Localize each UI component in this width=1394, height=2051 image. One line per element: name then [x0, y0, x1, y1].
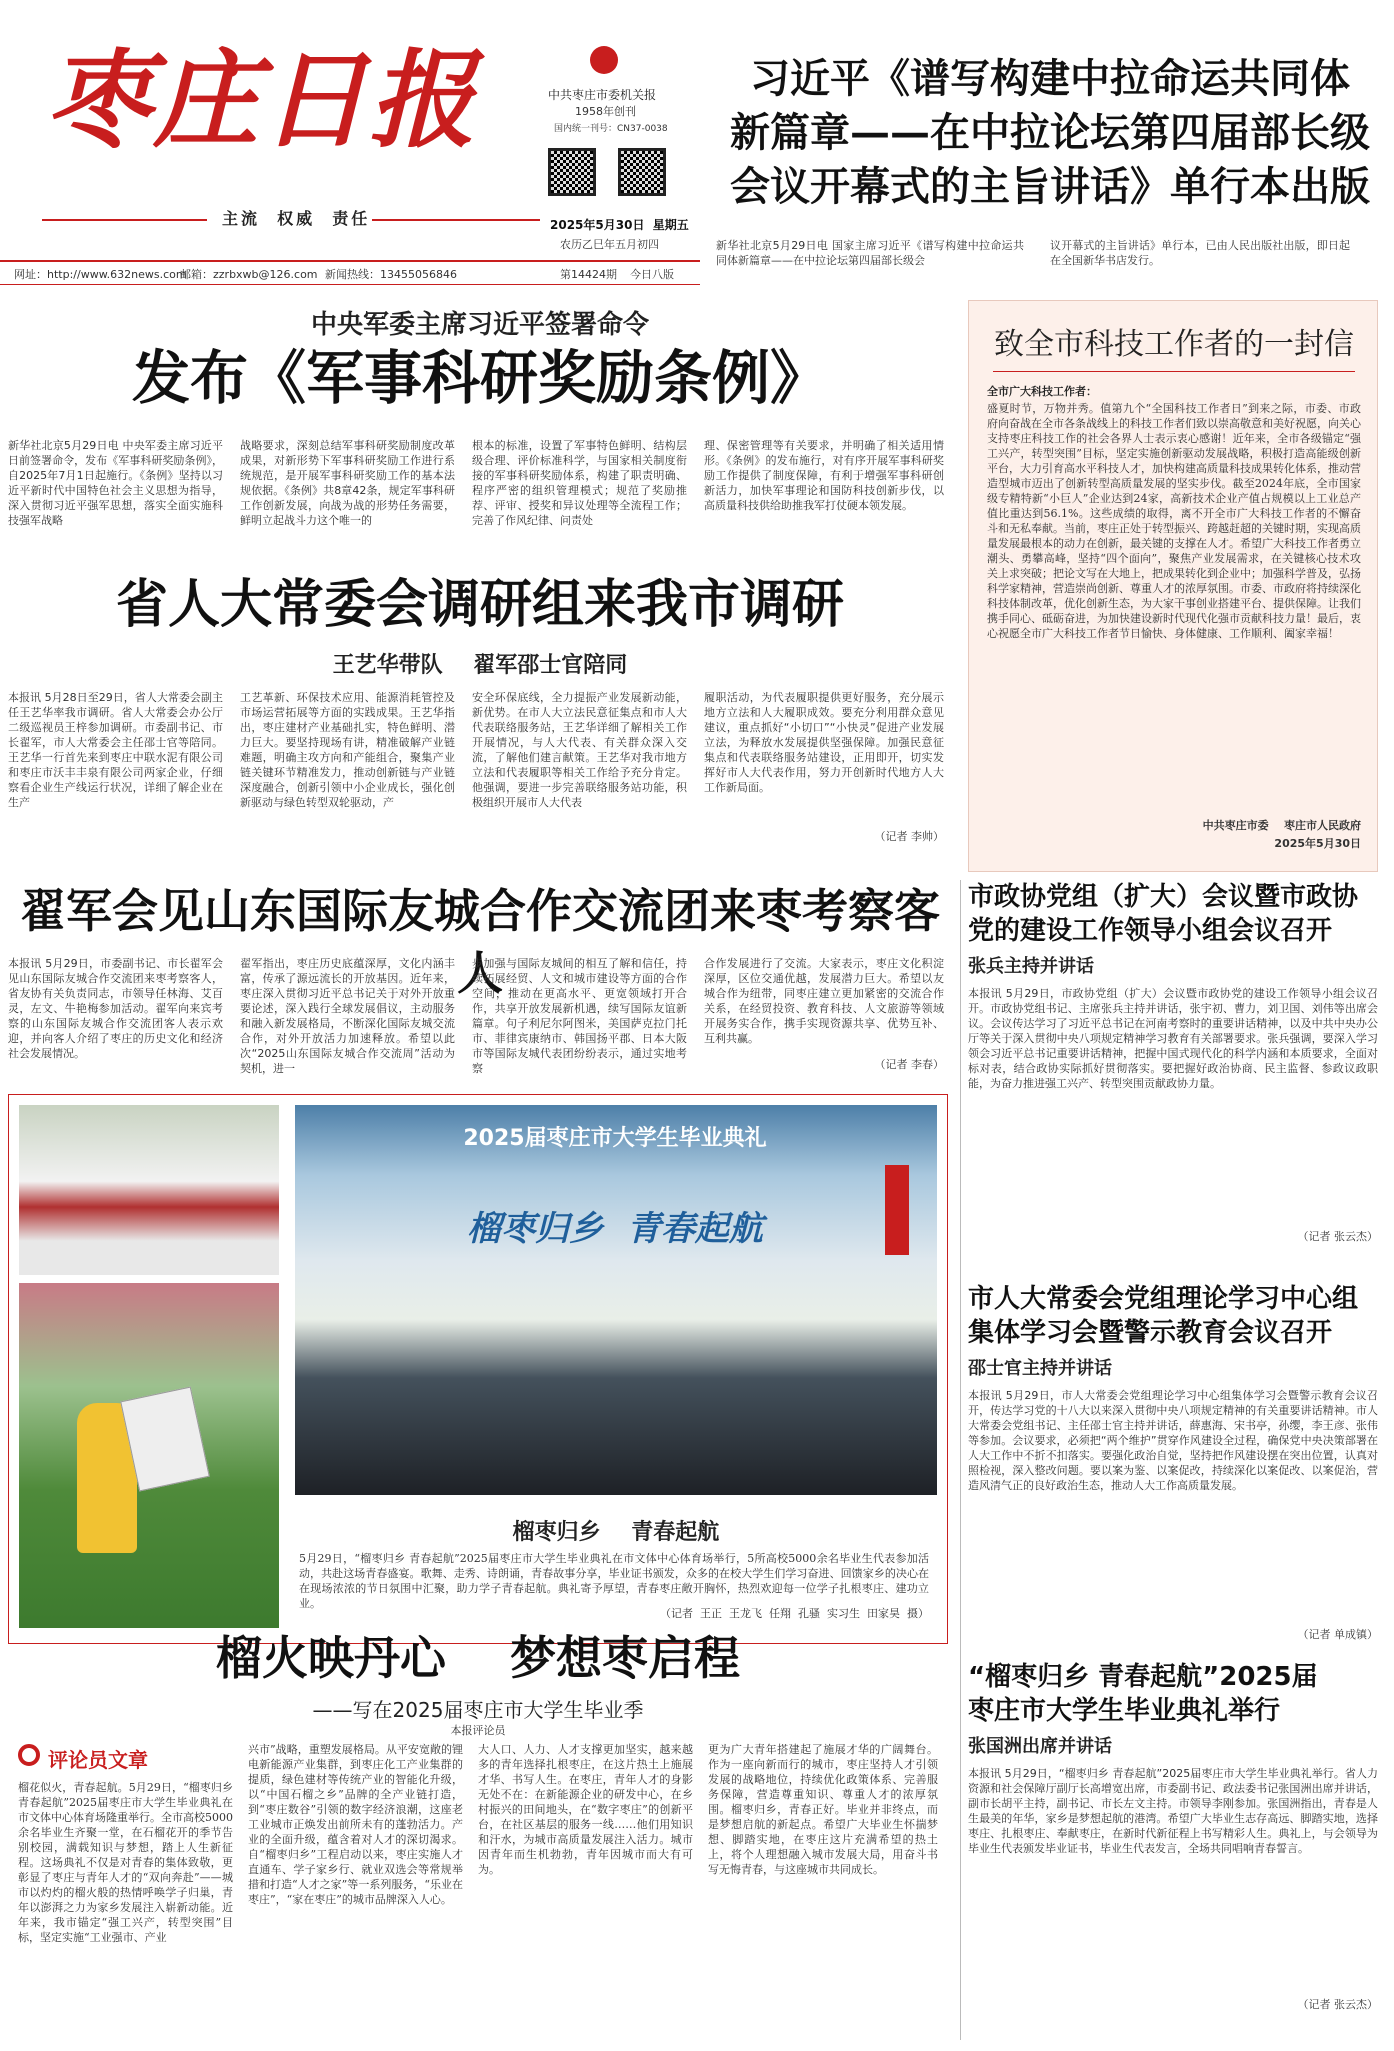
commentary-subtitle: ——写在2025届枣庄市大学生毕业季 — [312, 1698, 644, 1722]
commentary-col1: 榴花似火，青春起航。5月29日，“榴枣归乡 青春起航”2025届枣庄市大学生毕业典礼在市文体中心体育场隆重举行。全市高校5000余名毕业生齐聚一堂，在石榴花开的季节告别校园，满载知识与梦想，踏上人生新征程。这场典礼不仅是对青春的集体致敬，更彰显了枣庄与青年人才的“双向奔赴”——城市以灼灼的榴火般的热情呼唤学子归巢，青年以澎湃之力为家乡发展注入崭新动能。近年来，我市锚定“强工兴产，转型突围”目标，坚定实施“工业强市、产业 — [18, 1781, 233, 1944]
right-story-cppcc — [968, 880, 1378, 1280]
top-story-body-right: 议开幕式的主旨讲话》单行本，已由人民出版社出版，即日起在全国新华书店发行。 — [1050, 239, 1350, 267]
news-hotline: 新闻热线：13455056846 — [325, 268, 457, 281]
story2-col1: 本报讯 5月28日至29日，省人大常委会副主任王艺华率我市调研。省人大常委会办公厅二级巡视员王梓参加调研。市委副书记、市长翟军，市人大常委会主任邵士官等陪同。王艺华一行首先来到枣庄中联水泥有限公司和枣庄市沃丰丰泉有限公司两家企业，仔细察看企业生产线运行状况，详细了解企业在生产 — [8, 691, 223, 809]
right-story1-reporter: （记者 张云杰） — [1297, 1230, 1378, 1243]
story2-title: 省人大常委会调研组来我市调研 — [115, 574, 844, 635]
right-story2-title-2: 集体学习会暨警示教育会议召开 — [968, 1318, 1333, 1348]
slogan-rule-left — [42, 219, 207, 221]
red-flag — [885, 1165, 909, 1255]
letter-title-rule — [993, 371, 1355, 372]
commentary-tag — [18, 1742, 238, 1772]
story2-col2: 工艺革新、环保技术应用、能源消耗管控及市场运营拓展等方面的实践成果。王艺华指出，枣庄建材产业基础扎实，特色鲜明、潜力巨大。要坚持现场有讲，精准破解产业链难题，明确主攻方向和产能组合，聚集产业链关键环节精准发力，推动创新链与产业链深度融合，创新引领中小企业成长，强化创新驱动与绿色转型双轮驱动，产 — [240, 691, 455, 809]
letter-body: 盛夏时节，万物并秀。值第九个“全国科技工作者日”到来之际，市委、市政府向奋战在全市各条战线上的科技工作者们致以崇高敬意和美好祝愿，向关心支持枣庄科技工作的社会各界人士表示衷心感谢！近年来，全市各级锚定“强工兴产，转型突围”目标，坚定实施创新驱动发展战略，积极打造高能级创新平台，大力引育高水平科技人才，加快构建高质量科技成果转化体系，推动营造型城市迈出了创新转型高质量发展的坚实步伐。截至2024年底，全市国家级专精特新“小巨人”企业达到24家，高新技术企业产值占规模以上工业总产值比重达到56.1%。这些成绩的取得，离不开全市广大科技工作者的不懈奋斗和无私奉献。当前，枣庄正处于转型振兴、跨越赶超的关键时期，实现高质量发展最根本的动力在创新，最关键的支撑在人才。希望广大科技工作者勇立潮头、勇攀高峰，坚持“四个面向”，聚焦产业发展需求，在关键核心技术攻关上求突破；把论文写在大地上，把成果转化到企业中；加强科学普及，弘扬科学家精神，营造崇尚创新、尊重人才的浓厚氛围。市委、市政府将持续深化科技体制改革，优化创新生态，为大家干事创业搭建平台、提供保障。让我们携手同心、砥砺奋进，为加快建设新时代现代化强市贡献科技力量！最后，衷心祝愿全市广大科技工作者节日愉快、身体健康、工作顺利、阖家幸福！ — [987, 402, 1361, 640]
top-story-title-3: 会议开幕式的主旨讲话》单行本出版 — [730, 163, 1370, 210]
top-story — [715, 52, 1385, 214]
story2-col4: 履职活动，为代表履职提供更好服务，充分展示地方立法和人大履职成效。要充分利用群众意见建议，重点抓好“小切口”“小快灵”促进产业发展立法，为释放水发展提供坚强保障。加强民意征集点和代表联络服务站建设，正用即开，切实发挥好市人大代表作用，努力开创新时代地方人大工作新局面。 — [704, 691, 944, 794]
story3-col4: 合作发展进行了交流。大家表示，枣庄文化积淀深厚，区位交通优越，发展潜力巨大。希望以友城合作为纽带，同枣庄建立更加紧密的交流合作关系，在经贸投资、教育科技、人文旅游等领域开展务实合作，携手实现资源共享、优势互补、互利共赢。 — [704, 957, 944, 1045]
right-story1-title-2: 党的建设工作领导小组会议召开 — [968, 916, 1333, 946]
right-story1-body: 本报讯 5月29日，市政协党组（扩大）会议暨市政协党的建设工作领导小组会议召开。市政协党组书记、主席张兵主持并讲话，张宇初、曹力，刘卫国、刘伟等出席会议。会议传达学习了习近平总书记在河南考察时的重要讲话精神，以及中共中央办公厅等关于深入贯彻中央八项规定精神学习教育有关部署要求。张兵强调，要深入学习领会习近平总书记重要讲话精神，把握中国式现代化的科学内涵和本质要求，全面对标对表，结合政协实际抓好贯彻落实。要把握好政治协商、民主监督、参政议政职能，为奋力推进强工兴产、转型突围贡献政协力量。 — [968, 987, 1378, 1090]
right-story2-reporter: （记者 单成镇） — [1297, 1628, 1378, 1641]
issue-number: 第14424期 — [560, 268, 617, 281]
right-story3-reporter: （记者 张云杰） — [1297, 1998, 1378, 2011]
story1-kicker: 中央军委主席习近平签署命令 — [310, 310, 649, 340]
right-story3-subtitle: 张国洲出席并讲话 — [968, 1736, 1112, 1757]
story3-col1: 本报讯 5月29日，市委副书记、市长翟军会见山东国际友城合作交流团来枣考察客人，省友协有关负责同志，市领导任林海、艾百灵，左文、牛艳梅参加活动。翟军向来宾考察的山东国际友城合作交流团客人表示欢迎，并向客人介绍了枣庄的历史文化和经济社会发展情况。 — [8, 957, 223, 1060]
photo-graduates-waving — [19, 1105, 279, 1275]
right-story1-subtitle: 张兵主持并讲话 — [968, 956, 1094, 977]
ceremony-banner: 2025届枣庄市大学生毕业典礼 — [463, 1126, 767, 1151]
commentary — [8, 1620, 948, 2040]
founded: 1958年创刊 — [575, 105, 636, 118]
info-bar — [0, 260, 700, 285]
press-emblem-icon — [590, 46, 618, 74]
letter-box — [968, 300, 1378, 872]
photo-caption: 5月29日，“榴枣归乡 青春起航”2025届枣庄市大学生毕业典礼在市文体中心体育场举行，5所高校5000余名毕业生代表参加活动，共赴这场青春盛宴。歌舞、走秀、诗朗诵，青春故事分享，毕业证书颁发，众多的在校大学生们学习奋进、回馈家乡的决心在在现场浓浓的节日氛围中汇聚，助力学子青春起航。典礼寄予厚望，青春枣庄敞开胸怀，热烈欢迎每一位学子扎根枣庄、建功立业。 — [299, 1552, 929, 1610]
qr-code-right — [618, 148, 666, 196]
story1-col4: 理、保密管理等有关要求，并明确了相关适用情形。《条例》的发布施行，对有序开展军事科研奖励工作提供了制度保障，有利于增强军事科研创新活力，加快军事理论和国防科技创新步伐，以高质量科技供给助推我军打仗硬本领发展。 — [704, 439, 944, 512]
slogan: 主流 权威 责任 — [222, 209, 371, 228]
right-story3-body: 本报讯 5月29日，“榴枣归乡 青春起航”2025届枣庄市大学生毕业典礼举行。省人力资源和社会保障厅副厅长高增宽出席，市委副书记、政法委书记张国洲出席并讲话，副市长胡平主持，副书记、市长左文主持。市领导李刚参加。张国洲指出，青春是人生最美的年华，家乡是梦想起航的港湾。希望广大毕业生志存高远、脚踏实地，选择枣庄、扎根枣庄、奉献枣庄，在新时代新征程上书写精彩人生。典礼上，与会领导为毕业生代表颁发毕业证书，毕业生代表发言，全场共同唱响青春誓言。 — [968, 1767, 1378, 1855]
story3-col2: 翟军指出，枣庄历史底蕴深厚，文化内涵丰富，传承了源远流长的开放基因。近年来，枣庄深入贯彻习近平总书记关于对外开放重要论述，深入践行全球发展倡议，主动服务和融入新发展格局，不断深化国际友城交流合作，对外开放活力加速释放。希望以此次“2025山东国际友城合作交流周”活动为契机，进一 — [240, 957, 455, 1075]
story1-title: 发布《军事科研奖励条例》 — [131, 344, 828, 412]
top-story-title-2: 新篇章——在中拉论坛第四届部长级 — [730, 109, 1370, 156]
story2-col3: 安全环保底线，全力提振产业发展新动能，新优势。在市人大立法民意征集点和市人大代表联络服务站，王艺华详细了解相关工作开展情况，与人大代表、有关群众深入交流，了解他们建言献策。王艺华对我市地方立法和代表履职等相关工作给予充分肯定。他强调，要进一步完善联络服务站功能，积极组织开展市人大代表 — [472, 691, 687, 809]
qr-code-left — [548, 148, 596, 196]
publisher: 中共枣庄市委机关报 — [548, 88, 657, 102]
commentary-tag-icon — [18, 1744, 40, 1766]
issn: 国内统一刊号：CN37-0038 — [554, 124, 668, 134]
column-divider — [960, 880, 961, 2040]
website-url[interactable]: 网址：http://www.632news.com — [14, 268, 187, 281]
photo-feature-box — [8, 1094, 948, 1644]
right-story2-subtitle: 邵士官主持并讲话 — [968, 1358, 1112, 1379]
story-provincial-research — [0, 572, 960, 872]
commentary-byline: 本报评论员 — [450, 1724, 506, 1737]
right-story-graduation — [968, 1660, 1378, 2040]
commentary-tag-label: 评论员文章 — [48, 1748, 148, 1772]
stage-screen-text: 榴枣归乡 青春起航 — [467, 1209, 763, 1249]
story1-col3: 根本的标准，设置了军事特色鲜明、结构层级合理、评价标准科学，与国家相关制度衔接的军事科研奖励体系，构建了职责明确、程序严密的组织管理模式；规范了奖励推荐、评审、授奖和异议处理等全流程工作；完善了作风纪律、问责处 — [472, 439, 687, 527]
commentary-title: 榴火映丹心 梦想枣启程 — [215, 1631, 741, 1685]
newspaper-logo: 枣庄日报 — [45, 37, 477, 162]
issue-date: 2025年5月30日 星期五 — [550, 218, 689, 232]
commentary-col4: 更为广大青年搭建起了施展才华的广阔舞台。作为一座向新而行的城市，枣庄坚持人才引领发展的战略地位，持续优化政策体系、完善服务保障，营造尊重知识、尊重人才的浓厚氛围。榴枣归乡，青春正好。毕业并非终点，而是梦想启航的新起点。希望广大毕业生怀揣梦想、脚踏实地，在枣庄这片充满希望的热土上，将个人理想融入城市发展大局，用奋斗书写无悔青春，与这座城市共同成长。 — [708, 1743, 938, 1876]
letter-date: 2025年5月30日 — [1274, 837, 1361, 850]
email[interactable]: 邮箱：zzrbxwb@126.com — [180, 268, 318, 281]
right-story1-title-1: 市政协党组（扩大）会议暨市政协 — [968, 882, 1359, 912]
lunar-date: 农历乙巳年五月初四 — [560, 238, 659, 251]
photo-credit: （记者 王正 王龙飞 任翔 孔骚 实习生 田家昊 摄） — [660, 1607, 929, 1620]
story1-col1: 新华社北京5月29日电 中央军委主席习近平日前签署命令，发布《军事科研奖励条例》，自2025年7月1日起施行。《条例》坚持以习近平新时代中国特色社会主义思想为指导，深入贯彻习近平强军思想，落实全面实施科技强军战略 — [8, 439, 223, 527]
letter-salutation: 全市广大科技工作者： — [987, 385, 1097, 398]
story-friendship-city — [0, 880, 960, 1080]
right-story-npc-study — [968, 1282, 1378, 1662]
story3-reporter: （记者 李春） — [874, 1058, 944, 1071]
photo-caption-title: 榴枣归乡 青春起航 — [512, 1519, 720, 1545]
masthead — [0, 0, 1394, 280]
right-story2-title-1: 市人大常委会党组理论学习中心组 — [968, 1284, 1359, 1314]
story-military-research — [0, 300, 960, 548]
story2-subtitle: 王艺华带队 翟军邵士官陪同 — [332, 652, 628, 678]
letter-signature: 中共枣庄市委 枣庄市人民政府 — [1202, 819, 1361, 832]
right-story2-body: 本报讯 5月29日，市人大常委会党组理论学习中心组集体学习会暨警示教育会议召开，传达学习党的十八大以来深入贯彻中央八项规定精神的有关重要讲话精神。市人大常委会党组书记、主任邵士官主持并讲话，薛惠海、宋书亭，孙缨，李王彦、张伟等参加。会议要求，必须把“两个维护”贯穿作风建设全过程，确保党中央决策部署在人大工作中不折不扣落实。要强化政治自觉，坚持把作风建设摆在突出位置，认真对照检视，深入整改问题。要以案为鉴、以案促改，持续深化以案促改、以案促治，营造风清气正的良好政治生态，推动人大工作高质量发展。 — [968, 1389, 1378, 1492]
story3-title: 翟军会见山东国际友城合作交流团来枣考察客人 — [20, 884, 940, 1000]
story3-col3: 步加强与国际友城间的相互了解和信任，持续拓展经贸、人文和城市建设等方面的合作空间，推动在更高水平、更宽领域打开合作，共享开放发展新机遇，续写国际友谊新篇章。句子利尼尔阿图米，美国萨克拉门托市、菲律宾康纳市、韩国扬平郡、日本大阪市等国际友城代表团纷纷表示，通过实地考察 — [472, 957, 687, 1075]
right-story3-title-1: “榴枣归乡 青春起航”2025届 — [968, 1662, 1318, 1692]
top-story-body-left: 新华社北京5月29日电 国家主席习近平《谱写构建中拉命运共同体新篇章——在中拉论坛第四届部长级会 — [716, 239, 1024, 267]
commentary-col3: 大人口、人力、人才支撑更加坚实，越来越多的青年选择扎根枣庄，在这片热土上施展才华、书写人生。在枣庄，青年人才的身影无处不在：在新能源企业的研发中心，在乡村振兴的田间地头，在“数字枣庄”的创新平台，在社区基层的服务一线……他们用知识和汗水，为城市高质量发展注入活力。城市因青年而生机勃勃，青年因城市而大有可为。 — [478, 1743, 693, 1876]
top-story-title-1: 习近平《谱写构建中拉命运共同体 — [750, 55, 1350, 102]
story1-col2: 战略要求，深刻总结军事科研奖励制度改革成果，对新形势下军事科研奖励工作进行系统规范，是开展军事科研奖励工作的基本法规依据。《条例》共8章42条，规定军事科研工作创新发展，向战为战的形势任务需要，鲜明立起战斗力这个唯一的 — [240, 439, 455, 527]
page-count: 今日八版 — [630, 268, 674, 281]
letter-title: 致全市科技工作者的一封信 — [994, 327, 1354, 362]
photo-child-with-newspaper — [19, 1283, 279, 1628]
story2-reporter: （记者 李帅） — [874, 830, 944, 843]
commentary-col2: 兴市”战略，重塑发展格局。从平安宽敞的锂电新能源产业集群，到枣庄化工产业集群的提质，绿色建材等传统产业的智能化升级，以“中国石榴之乡”品牌的全产业链打造，到“枣庄数谷”引领的数字经济浪潮，这座老工业城市正焕发出前所未有的蓬勃活力。产业的全面升级，蕴含着对人才的深切渴求。自“榴枣归乡”工程启动以来，枣庄实施人才直通车、学子家乡行、就业双选会等常规举措和打造“人才之家”等一系列服务，“乐业在枣庄”，“家在枣庄”的城市品牌深入人心。 — [248, 1743, 463, 1906]
photo-ceremony-stage — [295, 1105, 937, 1495]
slogan-rule-right — [372, 219, 540, 221]
right-story3-title-2: 枣庄市大学生毕业典礼举行 — [968, 1696, 1281, 1726]
